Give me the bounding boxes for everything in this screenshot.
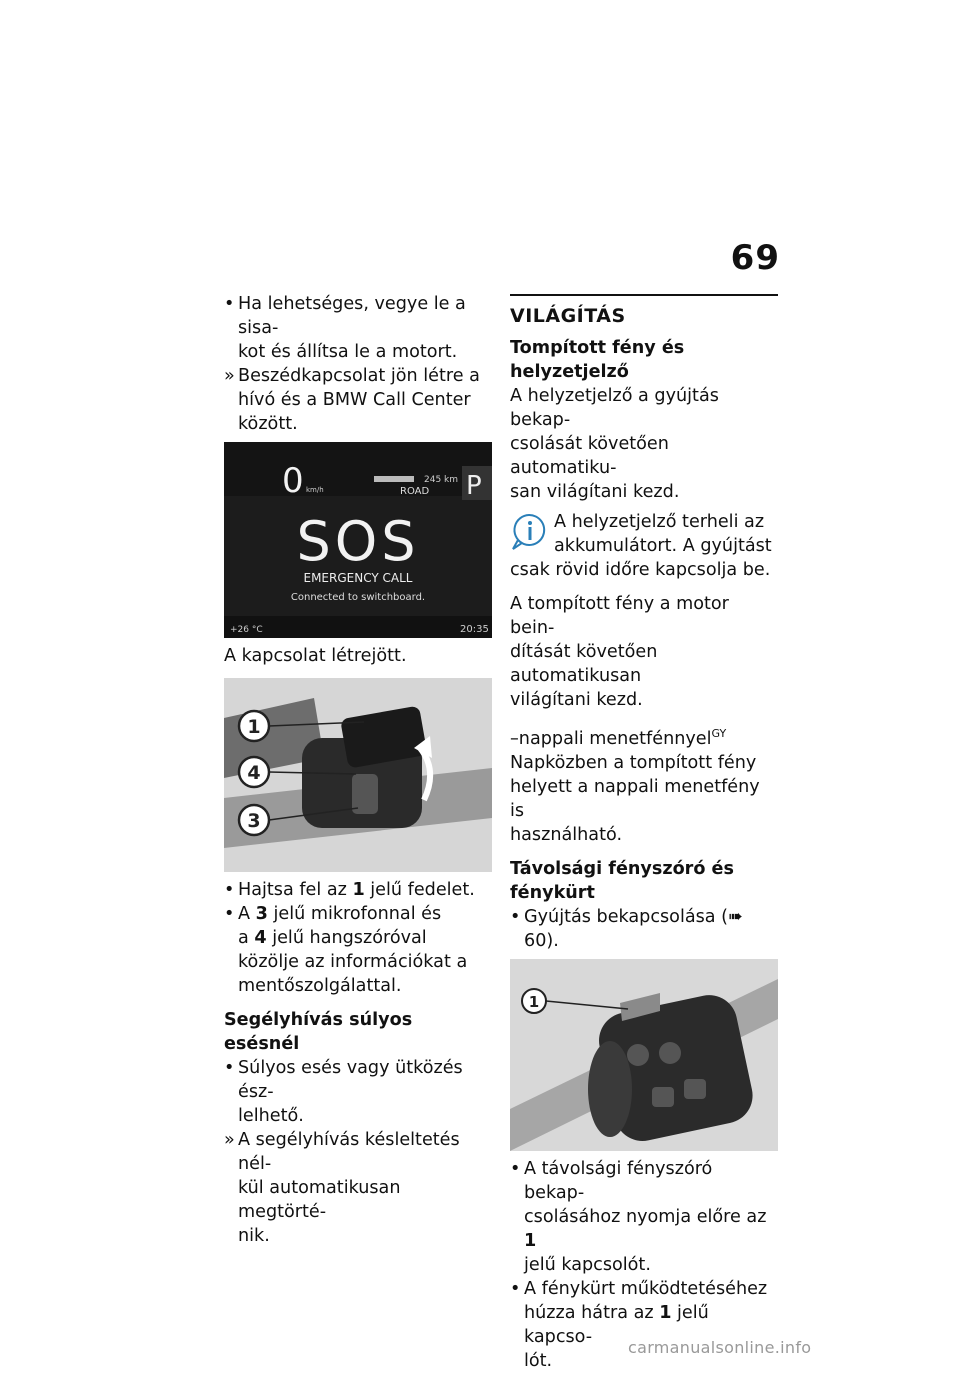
display-speed: 0 [282,461,304,501]
note-battery: A helyzetjelző terheli az akkumulátort. A gyújtást csak rövid időre kapcsolja be. [510,512,772,580]
info-icon [510,512,548,552]
bullet-headlight-flasher: • A fénykürt működtetéséhez húzza hátra az 1 jelű kapcso- lót. [510,1278,768,1371]
display-sos: SOS [296,510,420,573]
para-daytime-desc: Napközben a tompított fény helyett a nappali menetfény is használható. [510,752,760,845]
callout-1-right: 1 [528,992,540,1011]
watermark: carmanualsonline.info [628,1338,812,1357]
callout-4: 4 [247,762,261,784]
display-emergency-call: EMERGENCY CALL [303,571,413,585]
display-connected: Connected to switchboard. [290,592,426,603]
bullet-ignition-on: • Gyújtás bekapcsolása (➠ 60). [510,906,743,951]
bullet-communicate: • A 3 jelű mikrofonnal és a 4 jelű hangszóróval közölje az információkat a mentőszolgálattal. [224,904,468,996]
bullet-marker: • [224,294,235,314]
heading-crash-call: Segélyhívás súlyos esésnél [224,1010,413,1054]
display-temperature: +26 °C [230,625,263,635]
left-column [224,292,492,1248]
sos-switch-image [224,678,492,872]
result-marker: » [224,366,235,386]
display-time: 20:35 [460,624,489,635]
sos-display-image [224,442,492,638]
display-speed-unit: km/h [306,486,324,494]
result-auto-call: » A segélyhívás késleltetés nél- kül automatikusan megtörté- nik. [224,1130,460,1246]
para-low-beam: A tompított fény a motor bein- dítását követően automatikusan világítani kezd. [510,594,729,710]
display-range: 245 km [424,475,459,485]
bullet-open-cover: • Hajtsa fel az 1 jelű fedelet. [224,880,475,900]
bullet-high-beam-on: • A távolsági fényszóró bekap- csolásához nyomja előre az 1 jelű kapcsolót. [510,1158,767,1275]
heading-high-beam: Távolsági fényszóró és fénykürt [510,858,734,903]
callout-3: 3 [247,810,261,832]
para-position-light: A helyzetjelző a gyújtás bekap- csolását követően automatiku- san világítani kezd. [510,386,719,502]
bullet-crash-detected: • Súlyos esés vagy ütközés ész- lelhető. [224,1058,463,1126]
high-beam-switch-image [510,959,778,1151]
right-column [510,292,778,1373]
display-gear: P [466,471,482,501]
para-daytime-light: –nappali menetfénnyel$^{GY}$ [510,727,727,749]
section-title: VILÁGÍTÁS [510,305,626,327]
page-number: 69 [730,238,780,278]
heading-low-beam: Tompított fény és helyzetjelző [510,338,685,382]
callout-1: 1 [247,716,261,738]
bullet-remove-helmet: • Ha lehetséges, vegye le a sisa- kot és állítsa le a motort. [224,294,466,362]
page-ref-arrow-icon: ➠ [728,906,743,927]
caption-connection-established: A kapcsolat létrejött. [224,646,407,666]
result-call-connected: » Beszédkapcsolat jön létre a hívó és a BMW Call Center között. [224,366,480,434]
display-mode: ROAD [400,486,430,497]
